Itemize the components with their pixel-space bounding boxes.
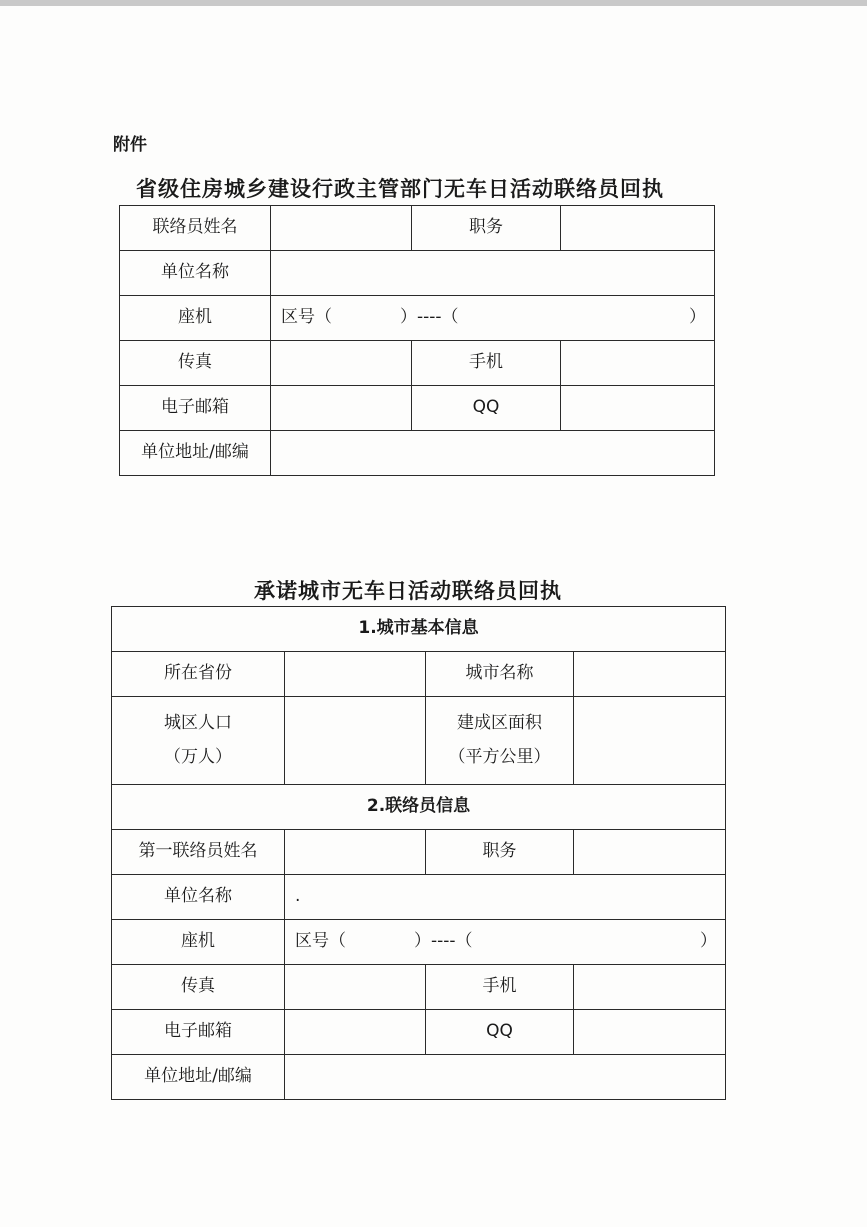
mobile-label: 手机 — [412, 341, 561, 386]
form1-row-name — [120, 206, 715, 251]
form2-row-email — [112, 1010, 726, 1055]
form2-row-unit — [112, 875, 726, 920]
population-label: 城区人口 — [164, 712, 232, 733]
qq-field-2[interactable] — [574, 1010, 726, 1055]
form1-row-landline — [120, 296, 715, 341]
population-field[interactable] — [285, 697, 426, 785]
position-label-2: 职务 — [426, 830, 574, 875]
form2-row-landline — [112, 920, 726, 965]
section-2-heading: 2.联络员信息 — [112, 785, 726, 830]
email-label: 电子邮箱 — [120, 386, 271, 431]
address-field-2[interactable] — [285, 1055, 726, 1100]
unit-name-label: 单位名称 — [120, 251, 271, 296]
form2-row-address — [112, 1055, 726, 1100]
address-field[interactable] — [271, 431, 715, 476]
landline-close: ） — [689, 307, 706, 328]
form1-row-unit — [120, 251, 715, 296]
provincial-contact-form — [119, 205, 715, 476]
fax-label-2: 传真 — [112, 965, 285, 1010]
scan-edge — [0, 0, 867, 6]
form2-row-contact — [112, 830, 726, 875]
email-field-2[interactable] — [285, 1010, 426, 1055]
contact-name-field[interactable] — [271, 206, 412, 251]
unit-name-label-2: 单位名称 — [112, 875, 285, 920]
attachment-label: 附件 — [113, 135, 147, 155]
form1-row-fax — [120, 341, 715, 386]
fax-field[interactable] — [271, 341, 412, 386]
form2-row-population — [112, 697, 726, 785]
landline-format-text: 区号（ ）----（ — [281, 307, 459, 328]
first-contact-field[interactable] — [285, 830, 426, 875]
address-label: 单位地址/邮编 — [120, 431, 271, 476]
population-unit: （万人） — [164, 746, 232, 767]
form1-row-address — [120, 431, 715, 476]
unit-name-field-2[interactable] — [285, 875, 726, 920]
form2-title: 承诺城市无车日活动联络员回执 — [254, 579, 562, 603]
landline-close-2: ） — [700, 931, 718, 952]
city-name-field[interactable] — [574, 652, 726, 697]
province-label: 所在省份 — [112, 652, 285, 697]
unit-name-mark: . — [295, 886, 301, 907]
area-unit: （平方公里） — [448, 746, 551, 767]
fax-label: 传真 — [120, 341, 271, 386]
unit-name-field[interactable] — [271, 251, 715, 296]
qq-field[interactable] — [561, 386, 715, 431]
email-label-2: 电子邮箱 — [112, 1010, 285, 1055]
form2-row-fax — [112, 965, 726, 1010]
qq-label-2: QQ — [426, 1010, 574, 1055]
form2-row-province — [112, 652, 726, 697]
section-1-heading: 1.城市基本信息 — [112, 607, 726, 652]
mobile-field-2[interactable] — [574, 965, 726, 1010]
landline-format-text-2: 区号（ ）----（ — [295, 931, 473, 952]
population-label-cell — [112, 697, 285, 785]
form1-title: 省级住房城乡建设行政主管部门无车日活动联络员回执 — [136, 177, 664, 201]
position-field-2[interactable] — [574, 830, 726, 875]
landline-format — [281, 306, 714, 330]
section-2-row — [112, 785, 726, 830]
city-name-label: 城市名称 — [426, 652, 574, 697]
qq-label: QQ — [412, 386, 561, 431]
first-contact-label: 第一联络员姓名 — [112, 830, 285, 875]
city-contact-form — [111, 606, 726, 1100]
landline-label-2: 座机 — [112, 920, 285, 965]
position-label: 职务 — [412, 206, 561, 251]
email-field[interactable] — [271, 386, 412, 431]
fax-field-2[interactable] — [285, 965, 426, 1010]
position-field[interactable] — [561, 206, 715, 251]
contact-name-label: 联络员姓名 — [120, 206, 271, 251]
landline-format-2 — [295, 930, 725, 954]
area-label-cell — [426, 697, 574, 785]
province-field[interactable] — [285, 652, 426, 697]
mobile-field[interactable] — [561, 341, 715, 386]
section-1-row — [112, 607, 726, 652]
landline-field[interactable] — [271, 296, 715, 341]
area-field[interactable] — [574, 697, 726, 785]
address-label-2: 单位地址/邮编 — [112, 1055, 285, 1100]
area-label: 建成区面积 — [457, 712, 542, 733]
form1-row-email — [120, 386, 715, 431]
mobile-label-2: 手机 — [426, 965, 574, 1010]
landline-label: 座机 — [120, 296, 271, 341]
landline-field-2[interactable] — [285, 920, 726, 965]
